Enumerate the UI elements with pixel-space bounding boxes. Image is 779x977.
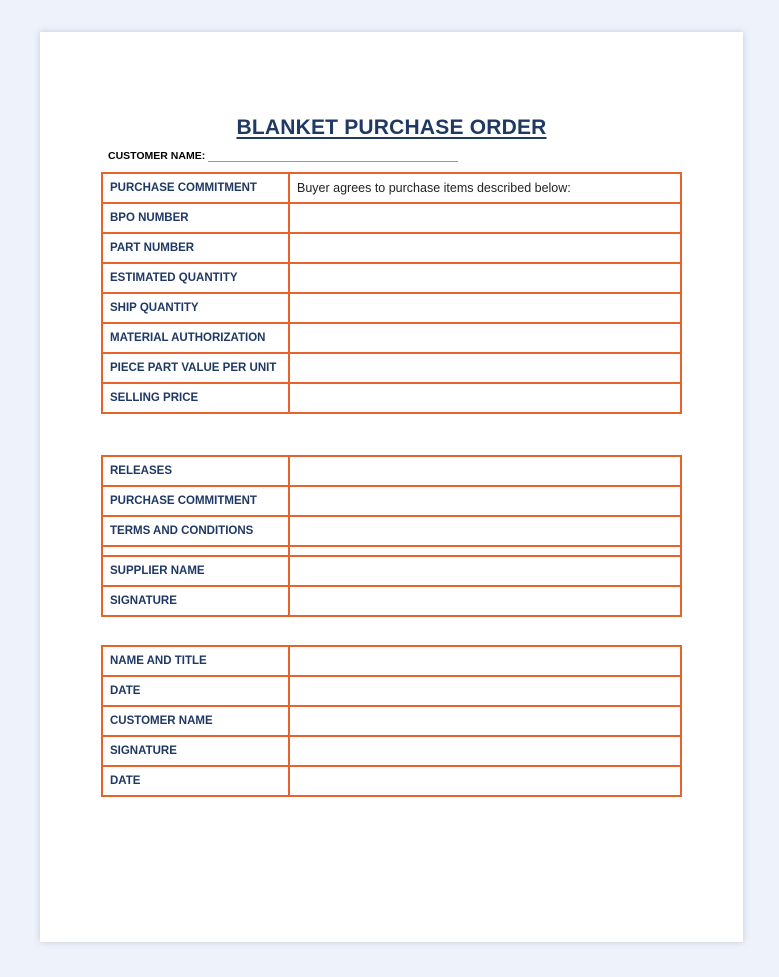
row-value[interactable] xyxy=(289,263,681,293)
row-value[interactable] xyxy=(289,353,681,383)
table-row xyxy=(102,383,681,413)
row-label: SUPPLIER NAME xyxy=(102,556,289,586)
row-value[interactable] xyxy=(289,736,681,766)
row-value[interactable] xyxy=(289,323,681,353)
row-label: CUSTOMER NAME xyxy=(102,706,289,736)
row-label: TERMS AND CONDITIONS xyxy=(102,516,289,546)
customer-name-label: CUSTOMER NAME: xyxy=(108,150,206,162)
table-row xyxy=(102,766,681,796)
document-page xyxy=(40,32,743,942)
table-row xyxy=(102,706,681,736)
row-label: RELEASES xyxy=(102,456,289,486)
spacer-cell xyxy=(289,546,681,556)
table-row xyxy=(102,323,681,353)
table-row xyxy=(102,173,681,203)
table-row xyxy=(102,233,681,263)
row-value[interactable] xyxy=(289,766,681,796)
table-row xyxy=(102,486,681,516)
table-row xyxy=(102,263,681,293)
row-value[interactable] xyxy=(289,233,681,263)
row-label: MATERIAL AUTHORIZATION xyxy=(102,323,289,353)
table-spacer-row xyxy=(102,546,681,556)
supplier-table xyxy=(101,455,682,617)
spacer-cell xyxy=(102,546,289,556)
row-value[interactable] xyxy=(289,646,681,676)
table-row xyxy=(102,556,681,586)
table-row xyxy=(102,293,681,323)
row-label: DATE xyxy=(102,766,289,796)
row-label: PURCHASE COMMITMENT xyxy=(102,486,289,516)
row-value[interactable] xyxy=(289,293,681,323)
page-title: BLANKET PURCHASE ORDER xyxy=(236,116,547,139)
table-row xyxy=(102,456,681,486)
table-row xyxy=(102,646,681,676)
row-label: NAME AND TITLE xyxy=(102,646,289,676)
row-value[interactable] xyxy=(289,676,681,706)
row-label: PURCHASE COMMITMENT xyxy=(102,173,289,203)
customer-name-blank[interactable] xyxy=(208,150,458,162)
row-label: PIECE PART VALUE PER UNIT xyxy=(102,353,289,383)
row-label: PART NUMBER xyxy=(102,233,289,263)
customer-signoff-table xyxy=(101,645,682,797)
row-label: SIGNATURE xyxy=(102,736,289,766)
row-label: ESTIMATED QUANTITY xyxy=(102,263,289,293)
table-row xyxy=(102,736,681,766)
row-value[interactable] xyxy=(289,203,681,233)
row-value[interactable] xyxy=(289,586,681,616)
table-row xyxy=(102,676,681,706)
table-row xyxy=(102,516,681,546)
table-row xyxy=(102,353,681,383)
row-value[interactable]: Buyer agrees to purchase items described below: xyxy=(289,173,681,203)
row-label: BPO NUMBER xyxy=(102,203,289,233)
row-label: DATE xyxy=(102,676,289,706)
row-value[interactable] xyxy=(289,383,681,413)
row-value[interactable] xyxy=(289,706,681,736)
table-row xyxy=(102,586,681,616)
row-label: SIGNATURE xyxy=(102,586,289,616)
row-value[interactable] xyxy=(289,516,681,546)
row-value[interactable] xyxy=(289,556,681,586)
row-value[interactable] xyxy=(289,456,681,486)
row-value[interactable] xyxy=(289,486,681,516)
customer-name-line xyxy=(108,150,458,162)
row-label: SHIP QUANTITY xyxy=(102,293,289,323)
row-label: SELLING PRICE xyxy=(102,383,289,413)
table-row xyxy=(102,203,681,233)
order-details-table xyxy=(101,172,682,414)
